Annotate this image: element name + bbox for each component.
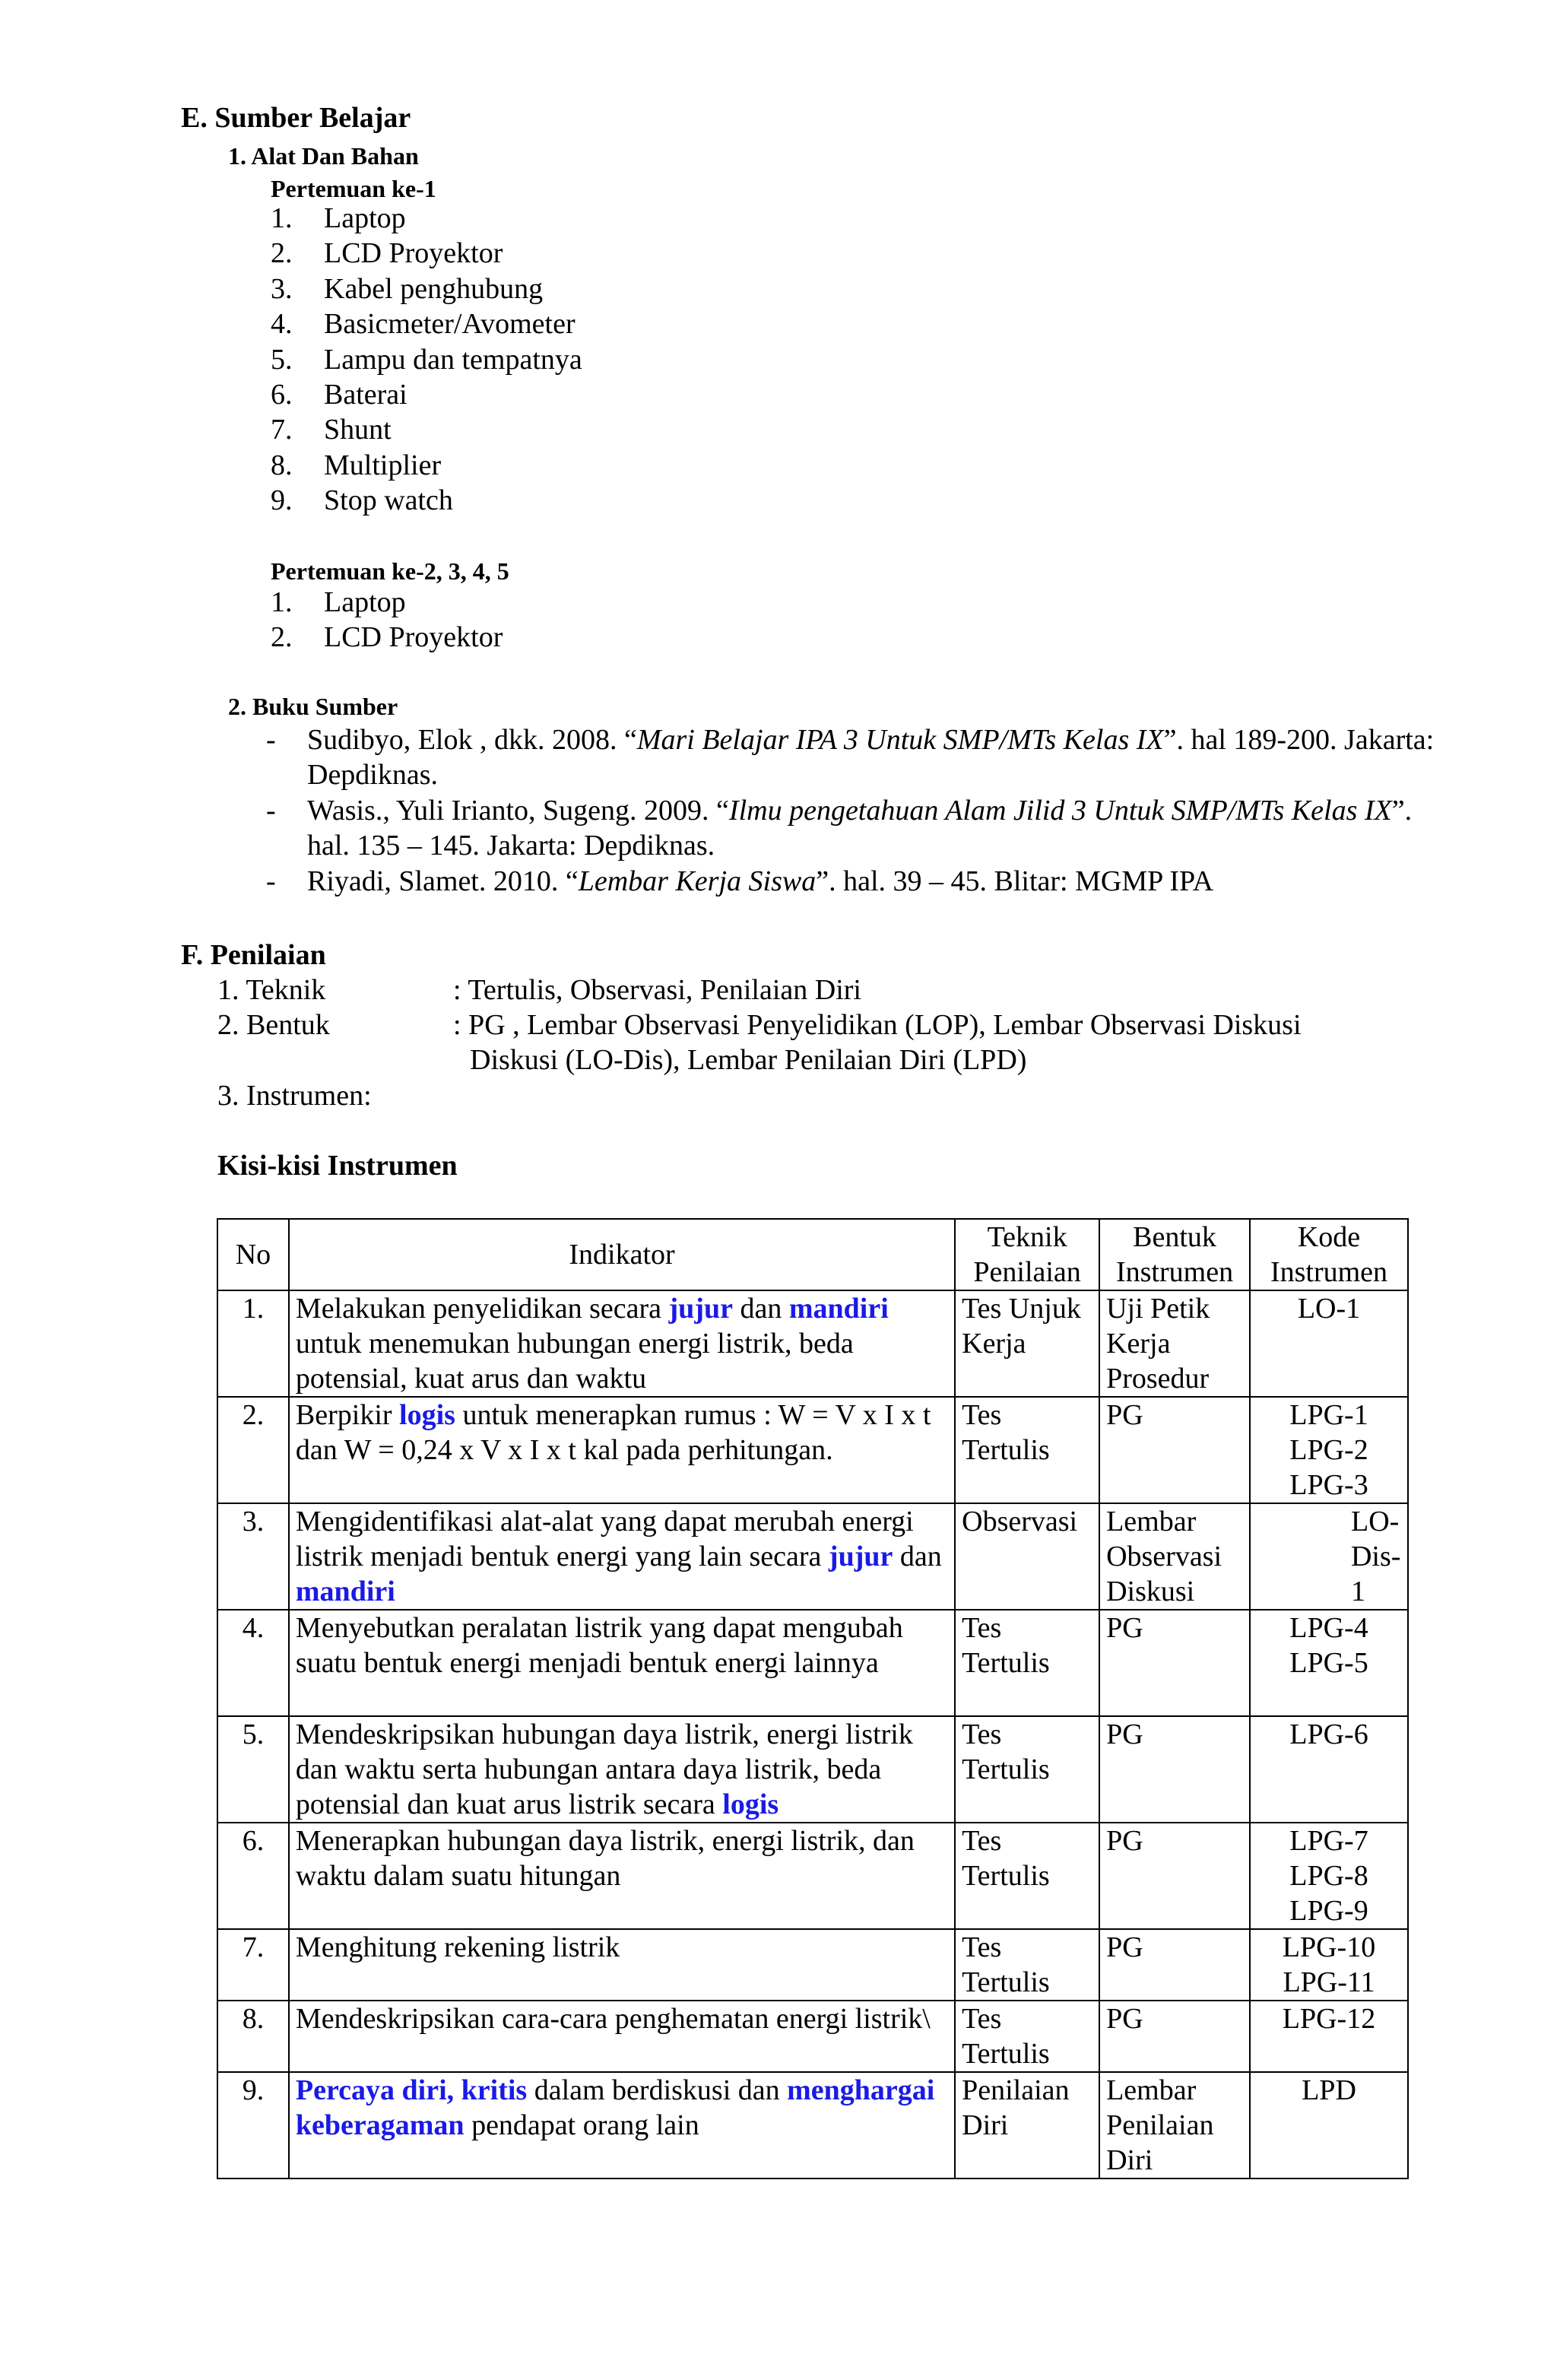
table-row — [217, 1610, 1408, 1716]
alat-bahan-heading: 1. Alat Dan Bahan — [228, 142, 419, 170]
cell-no: 3. — [217, 1503, 289, 1610]
kode-value: LPG-1 — [1289, 1399, 1368, 1431]
table-row — [217, 1929, 1408, 2001]
cell-no: 6. — [217, 1823, 289, 1929]
indikator-text: Melakukan penyelidikan secara — [295, 1293, 669, 1325]
header-teknik: Teknik Penilaian — [955, 1219, 1099, 1290]
bentuk-value-line2: Diskusi (LO-Dis), Lembar Penilaian Diri (LPD) — [470, 1044, 1027, 1076]
cell-indikator — [289, 2001, 955, 2072]
header-indikator: Indikator — [289, 1219, 955, 1290]
table-row — [217, 2072, 1408, 2178]
cell-indikator — [289, 1716, 955, 1823]
kode-value: LPG-12 — [1282, 2003, 1376, 2035]
table-row — [217, 1290, 1408, 1397]
pertemuan1-item — [271, 412, 392, 447]
cell-indikator — [289, 1397, 955, 1503]
kisi-kisi-table — [217, 1218, 1409, 2179]
header-kode: Kode Instrumen — [1250, 1219, 1408, 1290]
pertemuan2-heading: Pertemuan ke-2, 3, 4, 5 — [271, 557, 509, 585]
cell-no: 9. — [217, 2072, 289, 2178]
cell-teknik: Tes Tertulis — [955, 1716, 1099, 1823]
kode-value: LO- — [1350, 1506, 1400, 1537]
indikator-text: untuk menemukan hubungan energi listrik, beda potensial, kuat arus dan waktu — [295, 1328, 854, 1395]
indikator-text: Mendeskripsikan hubungan daya listrik, energi listrik dan waktu serta hubungan antara daya listrik, beda potensial dan kuat arus listrik secara — [295, 1718, 913, 1820]
kisi-kisi-title: Kisi-kisi Instrumen — [217, 1150, 458, 1182]
cell-kode — [1250, 1503, 1408, 1610]
pertemuan1-item-number: 8. — [271, 449, 293, 481]
reference-item — [266, 864, 1437, 899]
pertemuan1-item-number: 6. — [271, 379, 293, 411]
cell-kode — [1250, 2072, 1408, 2178]
cell-no: 7. — [217, 1929, 289, 2001]
cell-kode — [1250, 1929, 1408, 2001]
pertemuan1-item-text: Stop watch — [324, 484, 453, 517]
pertemuan1-heading: Pertemuan ke-1 — [271, 175, 436, 202]
cell-bentuk: Lembar Observasi Diskusi — [1099, 1503, 1250, 1610]
pertemuan1-item — [271, 448, 441, 483]
pertemuan1-item-text: Kabel penghubung — [324, 272, 544, 305]
kode-value: LPG-3 — [1289, 1469, 1368, 1501]
reference-book-title: Mari Belajar IPA 3 Untuk SMP/MTs Kelas IX — [636, 724, 1164, 756]
pertemuan2-item-number: 1. — [271, 586, 293, 618]
table-body — [217, 1290, 1408, 2178]
indikator-text: dan — [732, 1293, 789, 1325]
pertemuan1-item-text: Shunt — [324, 414, 392, 446]
highlighted-term: jujur — [668, 1293, 733, 1325]
highlighted-term: mandiri — [788, 1293, 889, 1325]
kode-value: LPG-11 — [1283, 1966, 1375, 1998]
cell-bentuk: PG — [1099, 1823, 1250, 1929]
highlighted-term: logis — [722, 1788, 779, 1820]
indikator-text: Menghitung rekening listrik — [295, 1931, 620, 1963]
pertemuan2-item — [271, 620, 503, 655]
cell-teknik: Tes Unjuk Kerja — [955, 1290, 1099, 1397]
reference-author: Riyadi, Slamet. 2010. “ — [307, 865, 579, 897]
pertemuan1-item — [271, 342, 582, 377]
table-row — [217, 1823, 1408, 1929]
pertemuan2-item-text: Laptop — [324, 586, 406, 618]
pertemuan1-item-number: 4. — [271, 308, 293, 341]
cell-no: 2. — [217, 1397, 289, 1503]
kode-value: LO-1 — [1297, 1293, 1361, 1325]
cell-indikator — [289, 2072, 955, 2178]
pertemuan1-item-number: 7. — [271, 414, 293, 446]
section-e-title: E. Sumber Belajar — [181, 102, 411, 134]
kode-value: LPG-9 — [1289, 1895, 1368, 1927]
pertemuan1-item — [271, 201, 406, 236]
table-header-row — [217, 1219, 1408, 1290]
cell-indikator — [289, 1290, 955, 1397]
reference-bullet: - — [266, 724, 276, 756]
cell-bentuk: PG — [1099, 2001, 1250, 2072]
pertemuan2-item-text: LCD Proyektor — [324, 621, 503, 654]
cell-indikator — [289, 1929, 955, 2001]
cell-teknik: Tes Tertulis — [955, 1823, 1099, 1929]
pertemuan1-item-text: Baterai — [324, 379, 407, 411]
reference-item — [266, 793, 1437, 863]
indikator-text: Berpikir — [295, 1399, 400, 1431]
cell-kode — [1250, 1290, 1408, 1397]
kode-value: LPG-7 — [1289, 1825, 1368, 1857]
teknik-label: 1. Teknik — [217, 974, 326, 1006]
reference-publication: ”. hal. 135 – 145. Jakarta: Depdiknas. — [307, 795, 1413, 862]
cell-bentuk: Uji Petik Kerja Prosedur — [1099, 1290, 1250, 1397]
cell-indikator — [289, 1823, 955, 1929]
cell-no: 5. — [217, 1716, 289, 1823]
reference-book-title: Lembar Kerja Siswa — [578, 865, 817, 897]
indikator-text: dalam berdiskusi dan — [527, 2074, 788, 2106]
cell-teknik: Tes Tertulis — [955, 1610, 1099, 1716]
pertemuan2-item — [271, 585, 406, 620]
cell-teknik: Penilaian Diri — [955, 2072, 1099, 2178]
cell-indikator — [289, 1503, 955, 1610]
cell-bentuk: PG — [1099, 1610, 1250, 1716]
cell-kode — [1250, 2001, 1408, 2072]
cell-teknik: Tes Tertulis — [955, 1929, 1099, 2001]
pertemuan1-item-number: 5. — [271, 343, 293, 376]
header-bentuk: Bentuk Instrumen — [1099, 1219, 1250, 1290]
cell-teknik: Tes Tertulis — [955, 1397, 1099, 1503]
highlighted-term: logis — [399, 1399, 455, 1431]
highlighted-term: Percaya diri, kritis — [295, 2074, 528, 2106]
reference-bullet: - — [266, 795, 276, 827]
pertemuan1-item — [271, 271, 543, 306]
table-row — [217, 1397, 1408, 1503]
cell-bentuk: PG — [1099, 1929, 1250, 2001]
pertemuan1-item-text: LCD Proyektor — [324, 237, 503, 270]
reference-bullet: - — [266, 865, 276, 897]
reference-text — [307, 722, 1437, 792]
table-row — [217, 2001, 1408, 2072]
indikator-text: pendapat orang lain — [464, 2109, 699, 2141]
cell-teknik: Observasi — [955, 1503, 1099, 1610]
cell-kode — [1250, 1716, 1408, 1823]
kode-value: LPD — [1302, 2074, 1356, 2106]
reference-book-title: Ilmu pengetahuan Alam Jilid 3 Untuk SMP/MTs Kelas IX — [728, 795, 1392, 827]
pertemuan1-item — [271, 377, 407, 412]
highlighted-term: menghargai keberagaman — [295, 2074, 935, 2141]
cell-bentuk: Lembar Penilaian Diri — [1099, 2072, 1250, 2178]
reference-text — [307, 793, 1437, 863]
pertemuan1-item-text: Laptop — [324, 202, 406, 234]
header-no: No — [217, 1219, 289, 1290]
cell-kode — [1250, 1823, 1408, 1929]
indikator-text: untuk menerapkan rumus : W = V x I x t dan W = 0,24 x V x I x t kal pada perhitungan. — [295, 1399, 931, 1466]
cell-bentuk: PG — [1099, 1397, 1250, 1503]
indikator-text: dan — [893, 1541, 942, 1572]
reference-publication: ”. hal 189-200. Jakarta: Depdiknas. — [307, 724, 1435, 791]
bentuk-value-line1: : PG , Lembar Observasi Penyelidikan (LOP), Lembar Observasi Diskusi — [453, 1009, 1302, 1041]
pertemuan1-item-number: 9. — [271, 484, 293, 517]
pertemuan1-item-text: Multiplier — [324, 449, 442, 481]
buku-sumber-heading: 2. Buku Sumber — [228, 693, 398, 720]
pertemuan1-item-text: Basicmeter/Avometer — [324, 308, 576, 341]
indikator-text: Menerapkan hubungan daya listrik, energi listrik, dan waktu dalam suatu hitungan — [295, 1825, 915, 1892]
kode-value: Dis-1 — [1350, 1541, 1401, 1607]
table-row — [217, 1503, 1408, 1610]
kode-value: LPG-4 — [1289, 1612, 1368, 1644]
kode-value: LPG-8 — [1289, 1860, 1368, 1892]
pertemuan1-item-number: 1. — [271, 202, 293, 234]
reference-author: Wasis., Yuli Irianto, Sugeng. 2009. “ — [307, 795, 729, 827]
pertemuan1-item-text: Lampu dan tempatnya — [324, 343, 582, 376]
cell-teknik: Tes Tertulis — [955, 2001, 1099, 2072]
kode-value: LPG-6 — [1289, 1718, 1368, 1750]
cell-no: 1. — [217, 1290, 289, 1397]
reference-item — [266, 722, 1437, 792]
bentuk-label: 2. Bentuk — [217, 1009, 330, 1041]
reference-text — [307, 864, 1437, 899]
pertemuan1-item — [271, 483, 453, 518]
cell-no: 8. — [217, 2001, 289, 2072]
highlighted-term: jujur — [828, 1541, 893, 1572]
cell-indikator — [289, 1610, 955, 1716]
pertemuan1-item — [271, 306, 576, 341]
pertemuan2-item-number: 2. — [271, 621, 293, 654]
pertemuan1-item-number: 2. — [271, 237, 293, 270]
pertemuan1-item-number: 3. — [271, 272, 293, 305]
indikator-text: Mendeskripsikan cara-cara penghematan energi listrik\ — [295, 2003, 931, 2035]
indikator-text: Mengidentifikasi alat-alat yang dapat merubah energi listrik menjadi bentuk energi yang lain secara — [295, 1506, 914, 1572]
table-row — [217, 1716, 1408, 1823]
pertemuan1-item — [271, 236, 503, 271]
cell-kode — [1250, 1610, 1408, 1716]
kode-value: LPG-5 — [1289, 1647, 1368, 1679]
highlighted-term: mandiri — [295, 1576, 395, 1607]
cell-kode — [1250, 1397, 1408, 1503]
kode-value: LPG-10 — [1282, 1931, 1376, 1963]
teknik-value: : Tertulis, Observasi, Penilaian Diri — [453, 974, 861, 1006]
section-f-title: F. Penilaian — [181, 939, 326, 971]
instrumen-label: 3. Instrumen: — [217, 1080, 372, 1112]
reference-publication: ”. hal. 39 – 45. Blitar: MGMP IPA — [816, 865, 1214, 897]
reference-author: Sudibyo, Elok , dkk. 2008. “ — [307, 724, 637, 756]
kode-value: LPG-2 — [1289, 1434, 1368, 1466]
indikator-text: Menyebutkan peralatan listrik yang dapat mengubah suatu bentuk energi menjadi bentuk energi lainnya — [295, 1612, 903, 1679]
cell-bentuk: PG — [1099, 1716, 1250, 1823]
cell-no: 4. — [217, 1610, 289, 1716]
